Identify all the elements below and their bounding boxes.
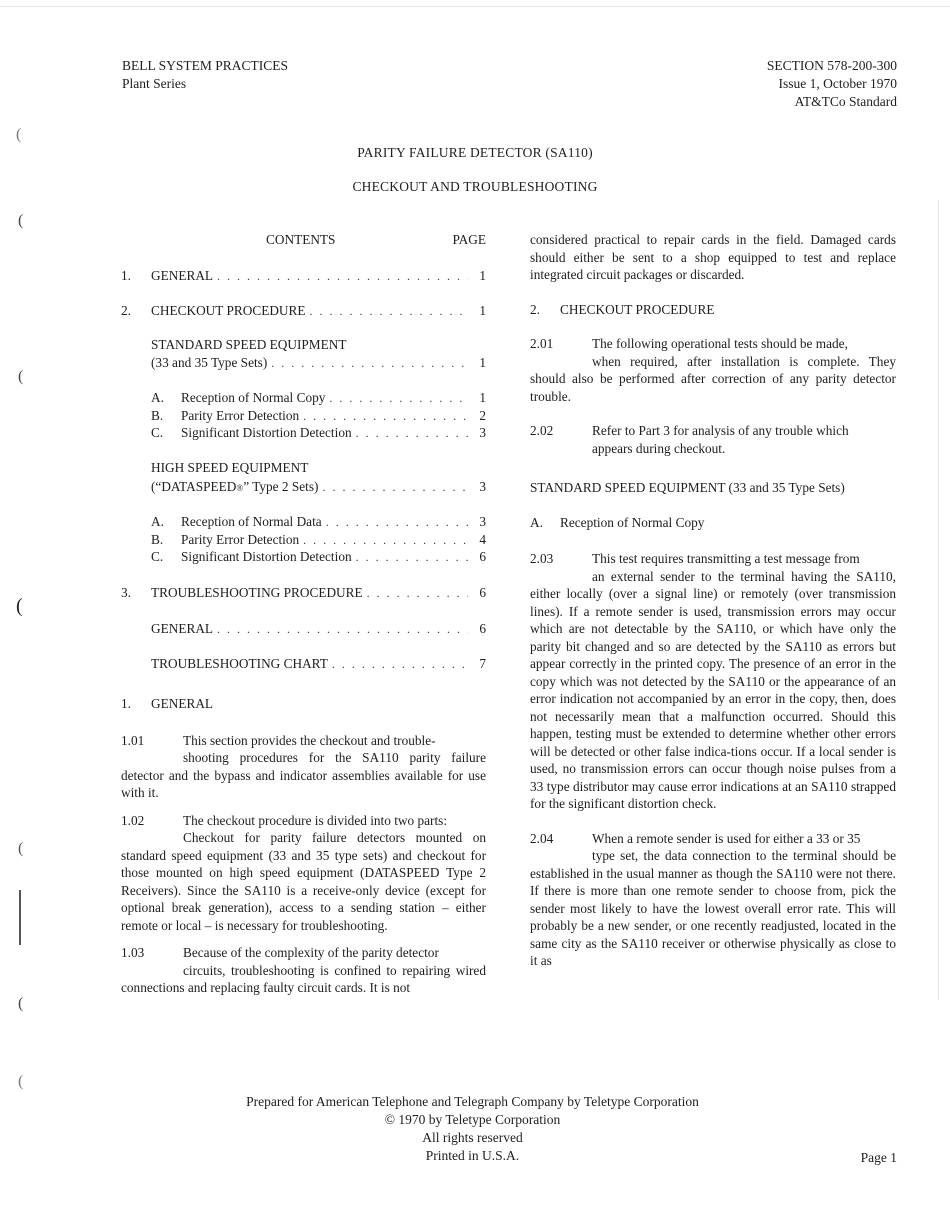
section-heading: 1. GENERAL	[121, 696, 214, 711]
paragraph-2-02: 2.02 Refer to Part 3 for analysis of any trouble which appears during checkout.	[530, 423, 849, 456]
toc-entry: B. Parity Error Detection . . . 4	[151, 531, 486, 550]
page-label: PAGE	[452, 232, 486, 247]
header-left	[122, 57, 288, 93]
toc-entry: C. Significant Distortion Detection . . . 6	[151, 548, 486, 567]
document-subtitle: CHECKOUT AND TROUBLESHOOTING	[352, 179, 598, 194]
contents-label: CONTENTS	[266, 232, 336, 247]
right-body	[530, 231, 896, 970]
binder-mark: (	[18, 1073, 24, 1090]
paragraph-2-01: 2.01 The following operational tests should be made, when required, after installation is complete. They should also be performed after correction of any parity detector trouble.	[530, 336, 896, 404]
paragraph-2-03: 2.03 This test requires transmitting a test message from an external sender to the terminal having the SA110, either locally (over a signal line) or remotely (over transmission lines). If a remote sender is used, transmission errors may occur which are not detectable by the SA110, or which have only the parity bit changed and so are detected by the SA110 as errors but appear correctly in the printed copy. The presence of an error in the copy which was not detected by the SA110 or the appearance of an error indication not accompanied by an error in the copy, then, does not necessarily mean that a malfunction occurred. Should this happen, testing must be extended to determine whether other errors will be detected or other false indica-tions occur. If a local sender is used, no transmission errors can occur though noise pulses from a 33 type distributor may cause error indications at an SA110 strapped for the significant distortion check.	[530, 551, 896, 811]
section-heading: 2. CHECKOUT PROCEDURE	[530, 301, 715, 317]
publication-name: BELL SYSTEM PRACTICES	[122, 58, 289, 73]
toc-entry: A. Reception of Normal Copy . . . 1	[151, 389, 486, 408]
standard-label: AT&TCo Standard	[794, 94, 897, 109]
document-title: PARITY FAILURE DETECTOR (SA110)	[357, 145, 593, 160]
footer-copyright: © 1970 by Teletype Corporation	[384, 1112, 561, 1127]
paragraph-1-02: 1.02 The checkout procedure is divided into two parts: Checkout for parity failure detectors mounted on standard speed equipment (33 and 35 type sets) and checkout for those mounted on high speed equipment (DATASPEED Type 2 Receivers). Since the SA110 is a receive-only device (except for optional break generation), access to a sending station – either remote or local – is necessary for troubleshooting.	[121, 812, 486, 933]
toc-entry: (33 and 35 Type Sets) . . . 1	[151, 354, 486, 373]
paragraph-1-03: 1.03 Because of the complexity of the parity detector circuits, troubleshooting is confined to repairing wired connections and replacing faulty circuit cards. It is not	[121, 945, 486, 995]
toc-entry-heading: STANDARD SPEED EQUIPMENT	[151, 337, 347, 352]
page-number: Page 1	[860, 1150, 897, 1165]
binder-mark: (	[18, 212, 24, 229]
scan-edge-line	[938, 200, 939, 1000]
binder-mark: (	[16, 126, 22, 143]
subsection-a-heading: A. Reception of Normal Copy	[530, 514, 705, 530]
subsection-heading: STANDARD SPEED EQUIPMENT (33 and 35 Type Sets)	[530, 480, 845, 495]
toc-entry: 2. CHECKOUT PROCEDURE . . . 1	[121, 302, 486, 321]
section-number: SECTION 578-200-300	[766, 58, 897, 73]
series-name: Plant Series	[122, 76, 187, 91]
footer	[0, 1093, 950, 1165]
footer-printed: Printed in U.S.A.	[425, 1148, 520, 1163]
toc-entry-heading: HIGH SPEED EQUIPMENT	[151, 460, 309, 475]
footer-prepared: Prepared for American Telephone and Telegraph Company by Teletype Corporation	[246, 1094, 699, 1109]
header-right	[767, 57, 897, 111]
toc-entry: TROUBLESHOOTING CHART . . . 7	[151, 655, 486, 674]
scan-top-line	[0, 6, 950, 7]
binder-mark: (	[16, 595, 23, 617]
toc-entry: 1. GENERAL . . . 1	[121, 267, 486, 286]
paragraph-1-01: 1.01 This section provides the checkout and trouble- shooting procedures for the SA110 parity failure detector and the bypass and indicator assemblies available for use with it.	[121, 732, 486, 800]
toc-entry: GENERAL . . . 6	[151, 620, 486, 639]
footer-rights: All rights reserved	[422, 1130, 523, 1145]
table-of-contents	[121, 231, 486, 691]
binder-mark: (	[18, 995, 24, 1012]
left-body	[121, 695, 486, 997]
paragraph-continued: considered practical to repair cards in the field. Damaged cards should either be sent to a shop equipped to test and replace integrated circuit packages or discarded.	[530, 232, 896, 282]
paragraph-2-04: 2.04 When a remote sender is used for either a 33 or 35 type set, the data connection to the terminal should be established in the usual manner as though the SA110 were not there. If there is more than one remote sender to choose from, pick the sender most likely to have the lowest overall error rate. This will probably be a new sender, or one recently readjusted, located in the same city as the SA110 receiver or otherwise physically as close to it as	[530, 830, 896, 968]
binder-mark: (	[18, 840, 24, 857]
scan-streak	[19, 890, 21, 945]
toc-entry: B. Parity Error Detection . . . 2	[151, 407, 486, 426]
toc-entry: 3. TROUBLESHOOTING PROCEDURE . . . 6	[121, 584, 486, 603]
toc-entry: A. Reception of Normal Data . . . 3	[151, 513, 486, 532]
toc-entry: C. Significant Distortion Detection . . . 3	[151, 424, 486, 443]
toc-entry: (“DATASPEED ® ” Type 2 Sets) . . . 3	[151, 478, 486, 498]
binder-mark: (	[18, 368, 24, 385]
issue-date: Issue 1, October 1970	[778, 76, 897, 91]
